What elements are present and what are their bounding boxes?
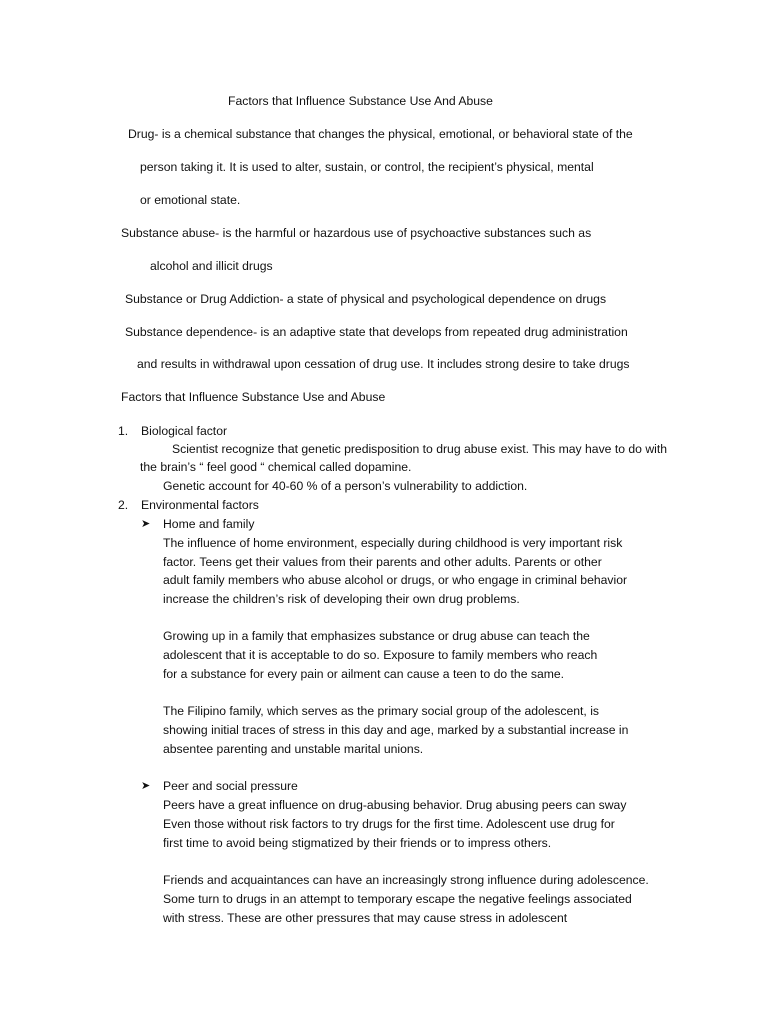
dependence-line-2: and results in withdrawal upon cessation of drug use. It includes strong desire to take drugs: [137, 357, 630, 371]
drug-definition-line-3: or emotional state.: [140, 193, 241, 207]
peer-para2-line-1: Friends and acquaintances can have an increasingly strong influence during adolescence.: [163, 873, 649, 887]
biological-line-3: Genetic account for 40-60 % of a person’s vulnerability to addiction.: [163, 479, 528, 493]
drug-definition-line-2: person taking it. It is used to alter, sustain, or control, the recipient’s physical, mental: [140, 160, 594, 174]
home-para3-line-3: absentee parenting and unstable marital unions.: [163, 742, 424, 756]
biological-line-2: the brain’s “ feel good “ chemical called dopamine.: [140, 460, 412, 474]
substance-abuse-line-2: alcohol and illicit drugs: [150, 259, 273, 273]
section-heading: Factors that Influence Substance Use and Abuse: [121, 390, 386, 404]
environmental-factors-title: Environmental factors: [141, 498, 259, 512]
arrow-bullet-icon: ➤: [141, 780, 151, 792]
list-number-1: 1.: [118, 424, 129, 438]
addiction-definition: Substance or Drug Addiction- a state of physical and psychological dependence on drugs: [125, 292, 607, 306]
list-number-2: 2.: [118, 498, 129, 512]
peer-para1-line-1: Peers have a great influence on drug-abusing behavior. Drug abusing peers can sway: [163, 798, 627, 812]
biological-factor-title: Biological factor: [141, 424, 228, 438]
home-para1-line-1: The influence of home environment, especially during childhood is very important risk: [163, 536, 623, 550]
peer-para1-line-3: first time to avoid being stigmatized by their friends or to impress others.: [163, 836, 552, 850]
biological-line-1: Scientist recognize that genetic predisposition to drug abuse exist. This may have to do with: [172, 442, 667, 456]
drug-definition-line-1: Drug- is a chemical substance that changes the physical, emotional, or behavioral state of the: [128, 127, 633, 141]
document-title: Factors that Influence Substance Use And Abuse: [228, 94, 493, 108]
peer-para2-line-3: with stress. These are other pressures that may cause stress in adolescent: [163, 911, 568, 925]
home-para2-line-1: Growing up in a family that emphasizes substance or drug abuse can teach the: [163, 629, 590, 643]
home-family-title: Home and family: [163, 517, 255, 531]
dependence-line-1: Substance dependence- is an adaptive state that develops from repeated drug administration: [125, 325, 628, 339]
home-para1-line-4: increase the children’s risk of developing their own drug problems.: [163, 592, 520, 606]
home-para3-line-1: The Filipino family, which serves as the primary social group of the adolescent, is: [163, 704, 600, 718]
arrow-bullet-icon: ➤: [141, 518, 151, 530]
home-para3-line-2: showing initial traces of stress in this day and age, marked by a substantial increase in: [163, 723, 629, 737]
home-para1-line-3: adult family members who abuse alcohol or drugs, or who engage in criminal behavior: [163, 573, 628, 587]
home-para2-line-3: for a substance for every pain or ailment can cause a teen to do the same.: [163, 667, 565, 681]
home-para1-line-2: factor. Teens get their values from their parents and other adults. Parents or other: [163, 555, 602, 569]
home-para2-line-2: adolescent that it is acceptable to do so. Exposure to family members who reach: [163, 648, 598, 662]
peer-para1-line-2: Even those without risk factors to try drugs for the first time. Adolescent use drug for: [163, 817, 615, 831]
peer-pressure-title: Peer and social pressure: [163, 779, 298, 793]
substance-abuse-line-1: Substance abuse- is the harmful or hazardous use of psychoactive substances such as: [121, 226, 592, 240]
peer-para2-line-2: Some turn to drugs in an attempt to temporary escape the negative feelings associated: [163, 892, 632, 906]
